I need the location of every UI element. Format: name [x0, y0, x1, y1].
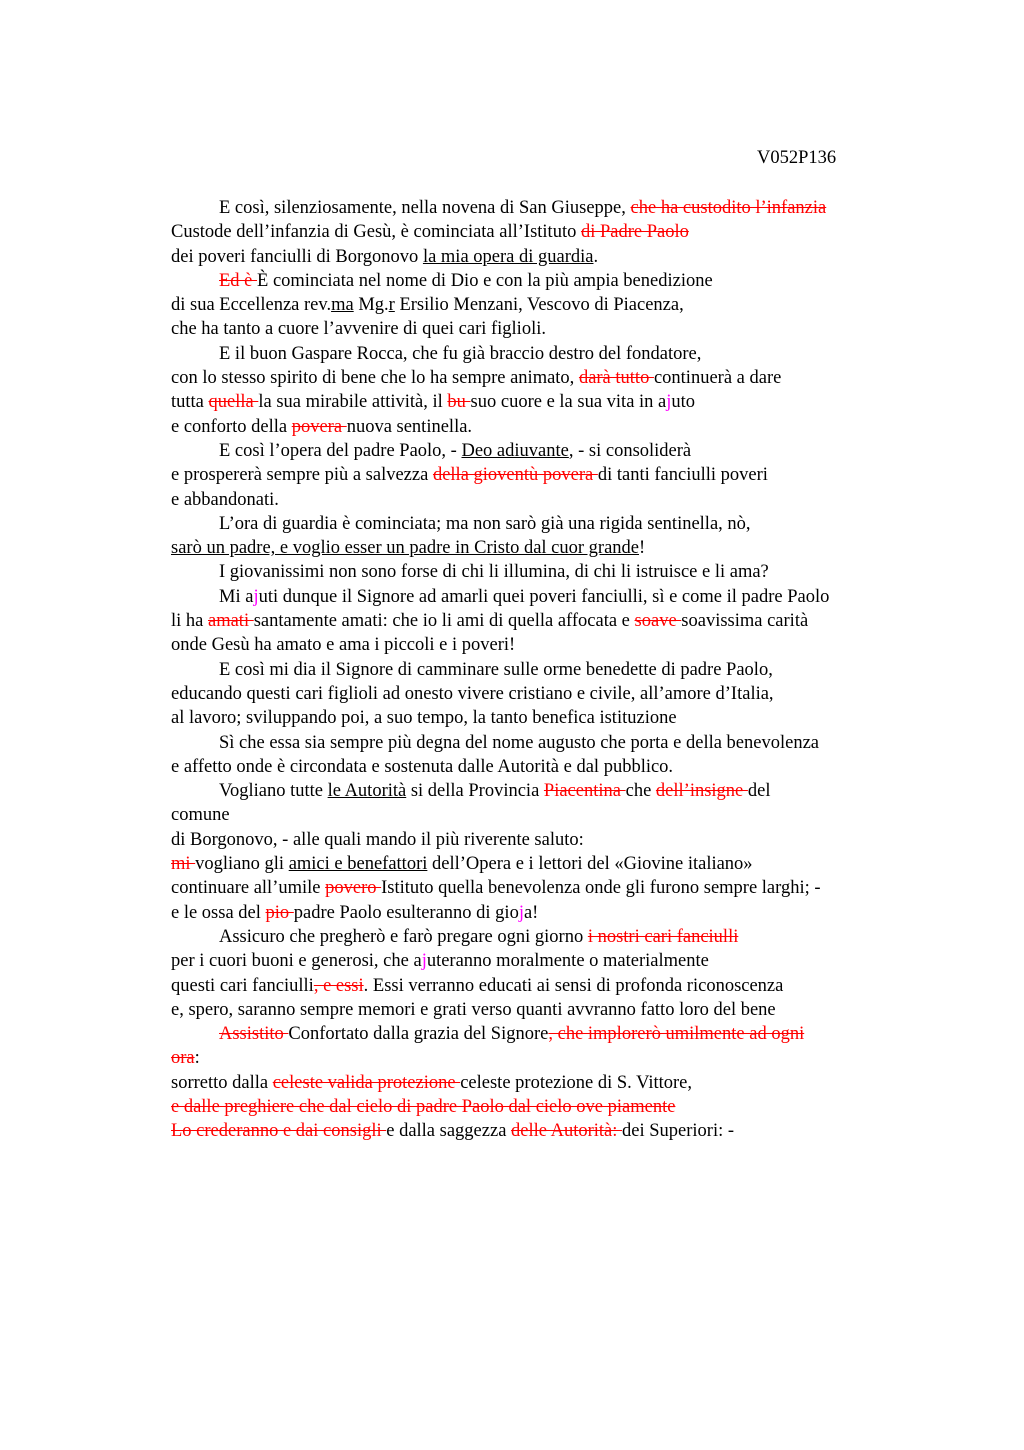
text-line — [171, 1095, 931, 1119]
text-line — [171, 293, 931, 317]
text-segment: santamente amati: che io li ami di quella affocata e — [253, 611, 635, 632]
text-segment: Ersilio Menzani, Vescovo di Piacenza, — [394, 295, 684, 316]
text-line — [171, 585, 931, 609]
text-line — [171, 803, 931, 827]
text-segment: . — [593, 246, 599, 267]
text-line — [171, 852, 931, 876]
deleted-text: quella — [208, 392, 259, 413]
text-line — [171, 633, 931, 657]
text-segment: Vogliano tutte — [219, 781, 328, 802]
text-segment: e abbandonati. — [171, 489, 279, 510]
text-segment: dei poveri fanciulli di Borgonovo — [171, 246, 423, 267]
text-line — [171, 536, 931, 560]
text-segment: vogliano gli — [195, 854, 289, 875]
corrected-letter: j — [253, 586, 259, 607]
text-segment: tutta — [171, 392, 209, 413]
text-segment: questi cari fanciulli — [171, 975, 314, 996]
deleted-text: dell’insigne — [655, 781, 748, 802]
deleted-text: che ha custodito l’infanzia — [630, 198, 827, 218]
text-line — [171, 439, 931, 463]
deleted-text: soave — [634, 611, 682, 632]
text-line — [171, 415, 931, 439]
text-line — [171, 220, 931, 244]
deleted-text: , e essi — [313, 975, 364, 996]
deleted-text: e dalle preghiere che dal cielo di padre Paolo dal cielo ove piamente — [171, 1096, 676, 1117]
text-segment: di sua Eccellenza rev. — [171, 295, 332, 316]
deleted-text: amati — [208, 611, 254, 632]
text-line — [171, 876, 931, 900]
text-segment: di tanti fanciulli poveri — [597, 465, 768, 486]
deleted-text: povero — [325, 878, 382, 899]
text-segment: Mi a — [219, 586, 254, 607]
text-segment: E così mi dia il Signore di camminare sulle orme benedette di padre Paolo, — [219, 659, 773, 680]
corrected-letter: j — [666, 392, 672, 413]
text-segment: onde Gesù ha amato e ama i piccoli e i poveri! — [171, 635, 516, 656]
underlined-text: la mia opera di guardia — [422, 246, 594, 267]
document-body — [171, 196, 931, 1144]
text-segment: E così, silenziosamente, nella novena di San Giuseppe, — [219, 198, 631, 218]
text-segment: dell’Opera e i lettori del «Giovine italiano» — [427, 854, 753, 875]
text-segment: nuova sentinella. — [346, 416, 473, 437]
text-line — [171, 269, 931, 293]
text-segment: per i cuori buoni e generosi, che a — [171, 951, 422, 972]
text-segment: L’ora di guardia è cominciata; ma non sarò già una rigida sentinella, nò, — [219, 513, 751, 534]
text-segment: che ha tanto a cuore l’avvenire di quei cari figlioli. — [171, 319, 546, 340]
corrected-letter: j — [421, 951, 427, 972]
deleted-text: delle Autorità: — [511, 1121, 623, 1142]
text-segment: Mg. — [353, 295, 389, 316]
text-segment: continuerà a dare — [653, 368, 782, 389]
text-segment: del — [747, 781, 771, 802]
text-segment: : — [194, 1048, 200, 1069]
text-segment: dei Superiori: - — [622, 1121, 735, 1142]
text-segment: padre Paolo esulteranno di gio — [293, 902, 519, 923]
text-segment: e le ossa del — [171, 902, 266, 923]
underlined-text: Deo adiuvante — [461, 440, 569, 461]
text-line — [171, 560, 931, 584]
text-segment: si della Provincia — [406, 781, 544, 802]
deleted-text: Lo crederanno e dai consigli — [171, 1121, 387, 1142]
underlined-text: amici e benefattori — [288, 854, 428, 875]
text-line — [171, 463, 931, 487]
text-line — [171, 755, 931, 779]
text-line — [171, 1119, 931, 1143]
text-line — [171, 609, 931, 633]
underlined-text: ma — [331, 295, 354, 316]
deleted-text: mi — [171, 854, 196, 875]
text-line — [171, 682, 931, 706]
text-line — [171, 1022, 931, 1046]
text-line — [171, 342, 931, 366]
text-segment: uto — [671, 392, 696, 413]
text-line — [171, 366, 931, 390]
text-segment: e prospererà sempre più a salvezza — [171, 465, 433, 486]
deleted-text: i nostri cari fanciulli — [587, 926, 739, 947]
underlined-text: r — [388, 295, 395, 316]
text-segment: Istituto quella benevolenza onde gli furono sempre larghi; - — [381, 878, 821, 899]
text-segment: uteranno moralmente o materialmente — [426, 951, 709, 972]
text-line — [171, 731, 931, 755]
text-segment: educando questi cari figlioli ad onesto vivere cristiano e civile, all’amore d’Italia, — [171, 683, 774, 704]
text-line — [171, 512, 931, 536]
text-segment: E il buon Gaspare Rocca, che fu già braccio destro del fondatore, — [219, 343, 702, 364]
text-segment: È cominciata nel nome di Dio e con la più ampia benedizione — [257, 270, 713, 291]
text-line — [171, 901, 931, 925]
underlined-text: le Autorità — [327, 781, 407, 802]
text-segment: suo cuore e la sua vita in a — [470, 392, 667, 413]
deleted-text: di Padre Paolo — [580, 222, 689, 243]
text-segment: e conforto della — [171, 416, 292, 437]
deleted-text: darà tutto — [578, 368, 654, 389]
text-line — [171, 390, 931, 414]
text-segment: e affetto onde è circondata e sostenuta dalle Autorità e dal pubblico. — [171, 756, 674, 777]
deleted-text: pio — [265, 902, 294, 923]
corrected-letter: j — [518, 902, 524, 923]
text-segment: I giovanissimi non sono forse di chi li illumina, di chi li istruisce e li ama? — [219, 562, 769, 583]
deleted-text: celeste valida protezione — [272, 1072, 461, 1093]
deleted-text: bu — [447, 392, 471, 413]
deleted-text: povera — [291, 416, 347, 437]
text-line — [171, 245, 931, 269]
text-segment: soavissima carità — [681, 611, 809, 632]
text-line — [171, 317, 931, 341]
text-segment: ! — [639, 538, 646, 559]
text-line — [171, 658, 931, 682]
text-segment: continuare all’umile — [171, 878, 326, 899]
page-identifier: V052P136 — [757, 148, 837, 168]
text-line — [171, 1046, 931, 1070]
text-segment: celeste protezione di S. Vittore, — [460, 1072, 692, 1093]
text-line — [171, 949, 931, 973]
text-segment: Sì che essa sia sempre più degna del nome augusto che porta e della benevolenza — [219, 732, 820, 753]
deleted-text: ora — [171, 1048, 195, 1069]
text-segment: e, spero, saranno sempre memori e grati verso quanti avvranno fatto loro del bene — [171, 999, 776, 1020]
text-segment: Custode dell’infanzia di Gesù, è cominciata all’Istituto — [171, 222, 581, 243]
text-line — [171, 828, 931, 852]
text-segment: Confortato dalla grazia del Signore — [288, 1024, 549, 1045]
text-segment: sorretto dalla — [171, 1072, 273, 1093]
text-segment: . Essi verranno educati ai sensi di profonda riconoscenza — [363, 975, 784, 996]
text-line — [171, 974, 931, 998]
deleted-text: Ed è — [219, 270, 258, 291]
text-line — [171, 925, 931, 949]
text-segment: che — [625, 781, 656, 802]
text-segment: a! — [523, 902, 539, 923]
text-segment: comune — [171, 805, 230, 826]
text-segment: , - si consoliderà — [568, 440, 692, 461]
text-segment: uti dunque il Signore ad amarli quei poveri fanciulli, sì e come il padre Paolo — [258, 586, 830, 607]
deleted-text: Assistito — [219, 1024, 289, 1045]
text-segment: E così l’opera del padre Paolo, - — [219, 440, 462, 461]
text-line — [171, 706, 931, 730]
text-line — [171, 488, 931, 512]
deleted-text: , che implorerò umilmente ad ogni — [548, 1024, 805, 1045]
text-line — [171, 998, 931, 1022]
text-segment: e dalla saggezza — [386, 1121, 512, 1142]
text-line — [171, 779, 931, 803]
text-line — [171, 196, 931, 220]
deleted-text: della gioventù povera — [432, 465, 598, 486]
text-segment: la sua mirabile attività, il — [258, 392, 448, 413]
deleted-text: Piacentina — [543, 781, 626, 802]
text-segment: Assicuro che pregherò e farò pregare ogni giorno — [219, 926, 588, 947]
text-segment: con lo stesso spirito di bene che lo ha sempre animato, — [171, 368, 579, 389]
text-segment: di Borgonovo, - alle quali mando il più riverente saluto: — [171, 829, 584, 850]
text-segment: li ha — [171, 611, 208, 632]
text-line — [171, 1071, 931, 1095]
text-segment: al lavoro; sviluppando poi, a suo tempo, la tanto benefica istituzione — [171, 708, 677, 729]
underlined-text: sarò un padre, e voglio esser un padre in Cristo dal cuor grande — [171, 538, 640, 559]
